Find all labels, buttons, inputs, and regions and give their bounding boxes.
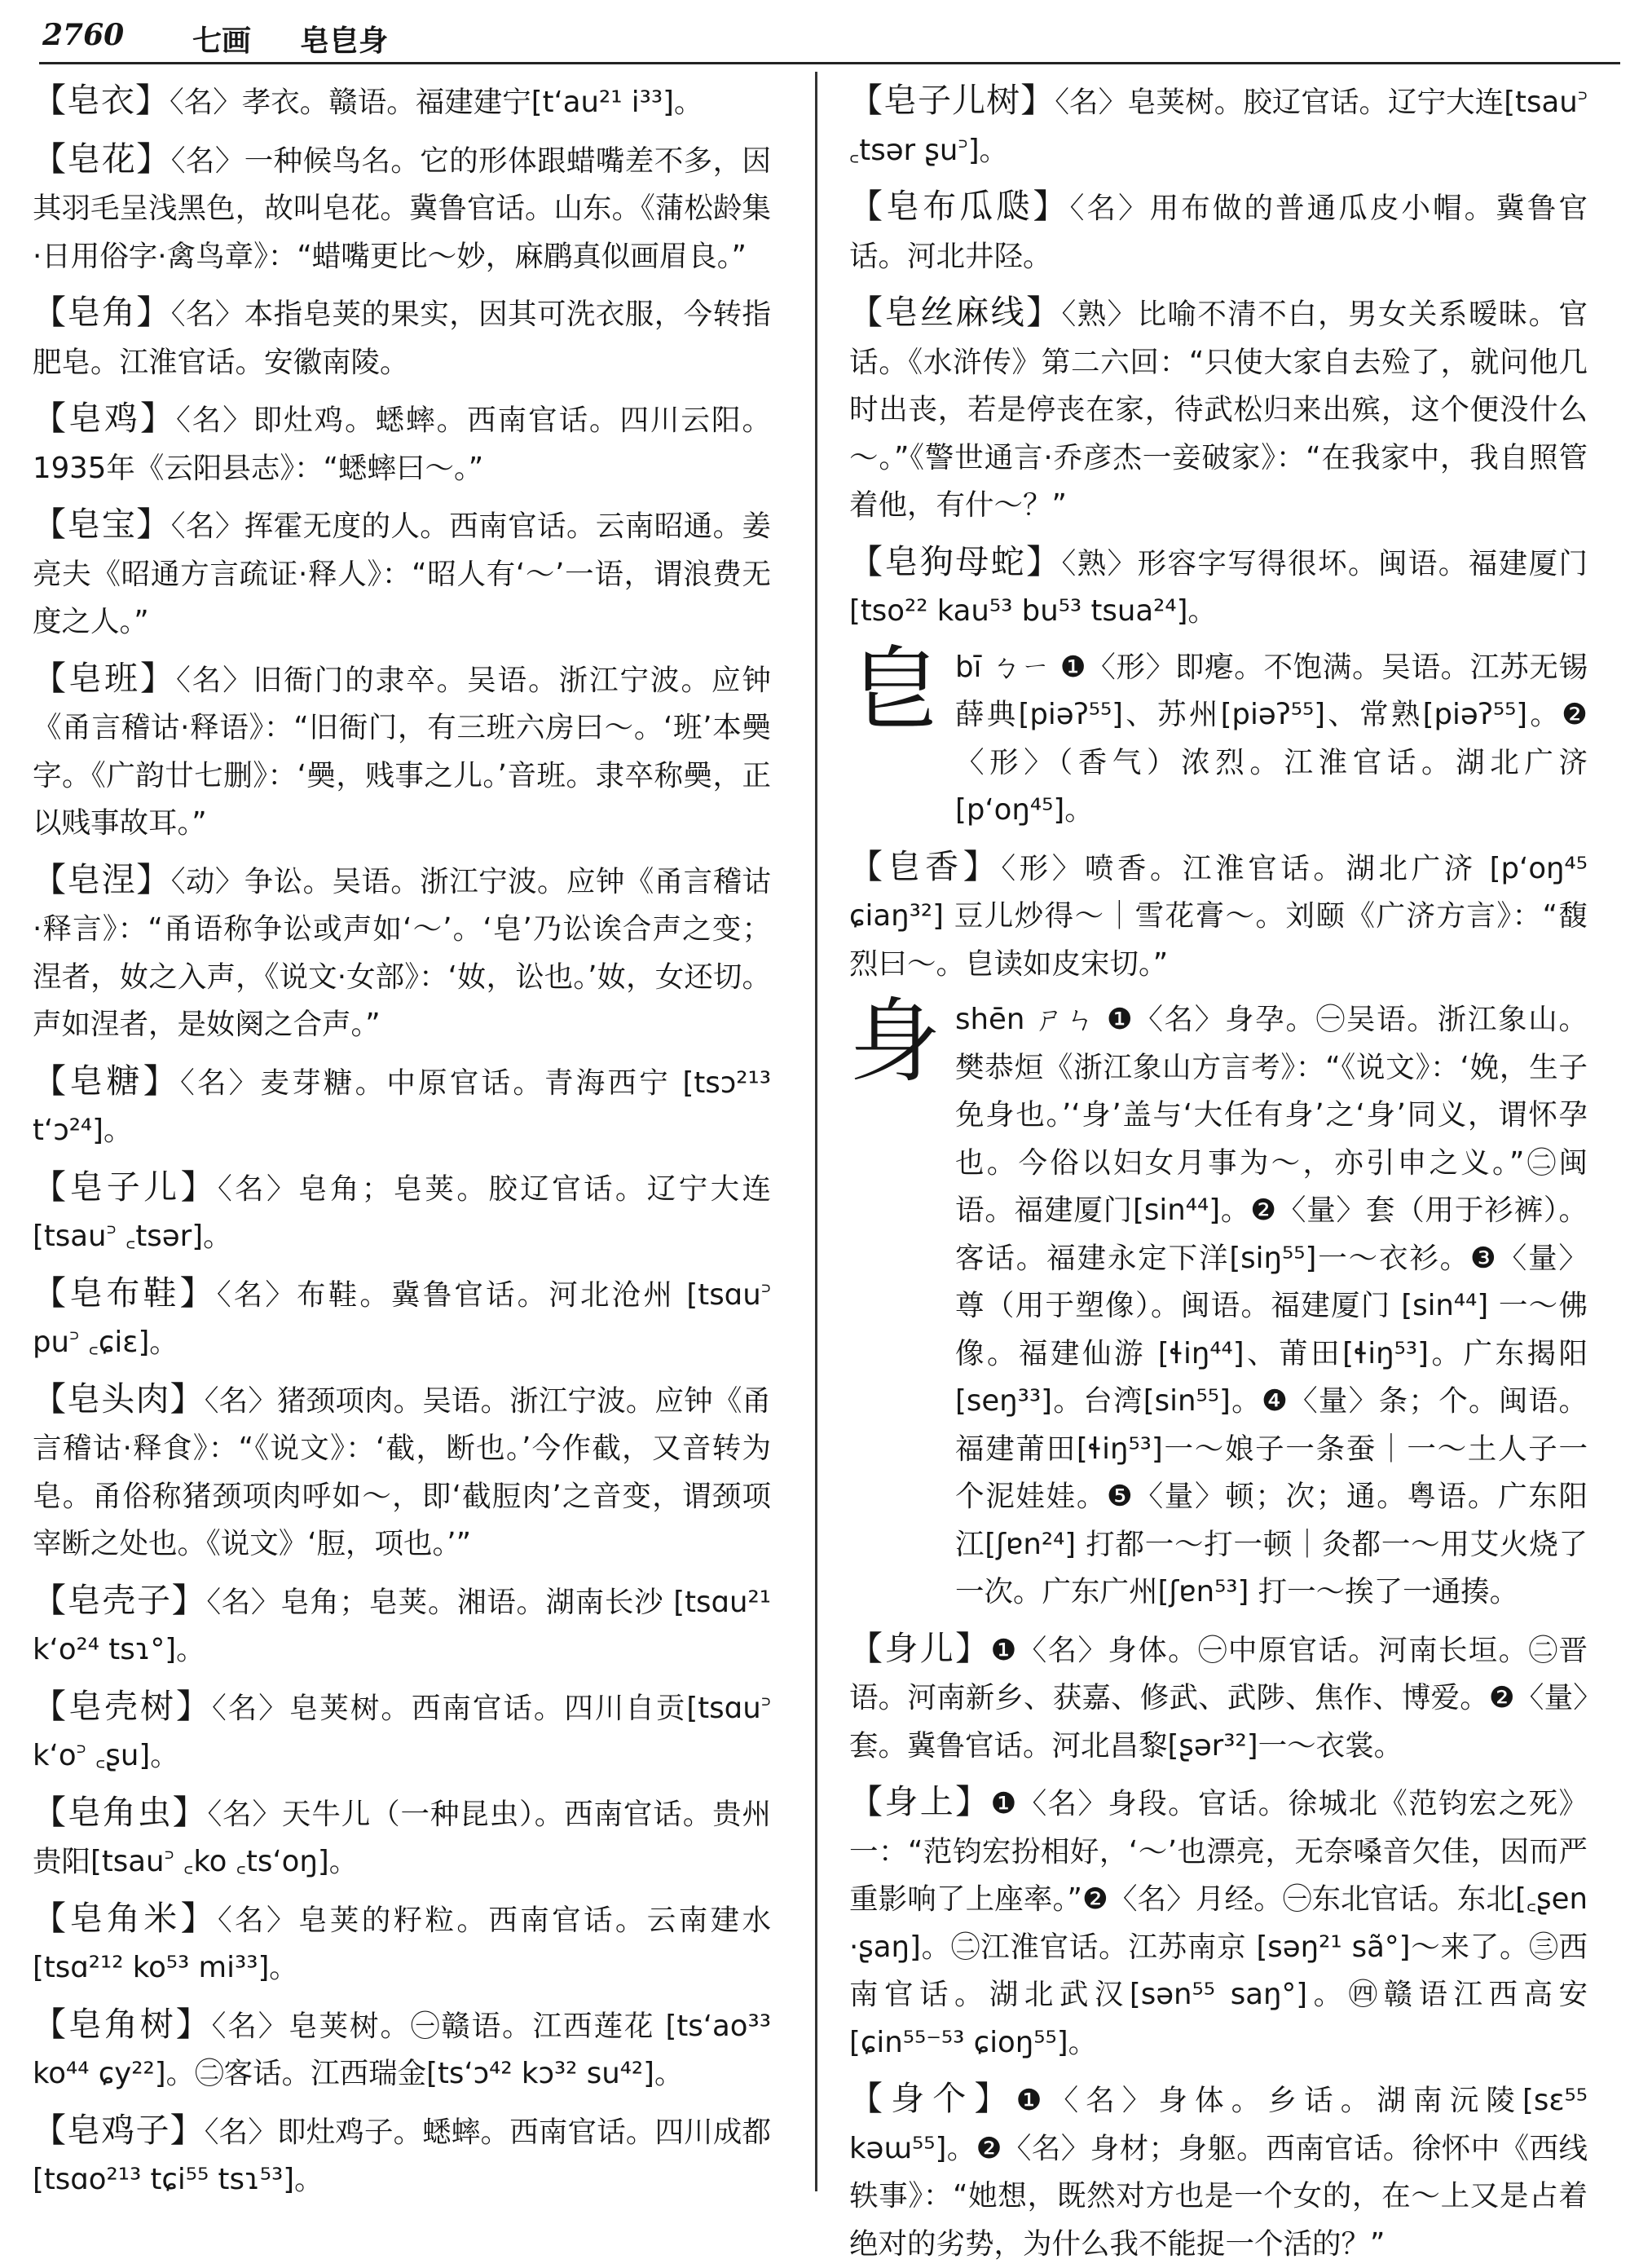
section-label: 七画: [192, 24, 252, 58]
definition: 〈名〉皂角；皂荚。胶辽官话。辽宁大连 [tsau꜄ ꜀tsər]。: [33, 1172, 772, 1253]
definition: 〈名〉皂荚树。㊀赣语。江西莲花 [tsʻao³³ ko⁴⁴ ɕy²²]。㊁客话。江西瑞金[tsʻɔ⁴² kɔ³² su⁴²]。: [33, 2009, 771, 2090]
headword: 【皂头肉】: [33, 1379, 205, 1419]
definition: 〈名〉孝衣。赣语。福建建宁[tʻau²¹ i³³]。: [170, 86, 703, 119]
entry: [33, 856, 771, 1049]
character-definition: [955, 644, 1588, 835]
entry: [33, 1683, 771, 1780]
definition: 〈名〉本指皂荚的果实，因其可洗衣服，今转指肥皂。江淮官话。安徽南陵。: [33, 298, 771, 379]
entry: [849, 538, 1588, 636]
character-entry-bi: [849, 636, 1588, 835]
definition: 〈动〉争讼。吴语。浙江宁波。应钟《甬言稽诂·释言》：“甬语称争讼或声如‘～’。‘皂’乃讼诶合声之变；涅者，奻之入声，《说文·女部》：‘奻，讼也。’奻，女还切。声如涅者，是奻阕之合声。”: [33, 864, 771, 1041]
headword: 【皂糖】: [33, 1061, 180, 1101]
definition: 〈名〉猪颈项肉。吴语。浙江宁波。应钟《甬言稽诂·释食》：“《说文》：‘截，断也。’今作截，又音转为皂。甬俗称猪颈项肉呼如～，即‘截脰肉’之音变，谓颈项宰断之处也。《说文》‘脰，项也。’”: [33, 1383, 771, 1560]
entry: [849, 183, 1588, 280]
headword: 【皂角树】: [33, 2004, 212, 2044]
definition: 〈熟〉比喻不清不白，男女关系暧昧。官话。《水浒传》第二六回：“只使大家自去殓了，就问他几时出丧，若是停丧在家，待武松归来出殡，这个便没什么～。”《警世通言·乔彦杰一妾破家》：“在我家中，我自照管着他，有什～？”: [849, 298, 1588, 522]
column-divider: [815, 72, 817, 2191]
character-definition: [955, 996, 1588, 1617]
headword: 【皂子儿树】: [849, 81, 1055, 120]
entry: [33, 1269, 771, 1367]
entry: [33, 1577, 771, 1675]
headword: 【皂花】: [33, 139, 171, 179]
definition: 〈名〉一种候鸟名。它的形体跟蜡嘴差不多，因其羽毛呈浅黑色，故叫皂花。冀鲁官话。山东。《蒲松龄集·日用俗字·禽鸟章》：“蜡嘴更比～妙，麻鹛真似画眉良。”: [33, 143, 771, 273]
definition: 〈名〉挥霍无度的人。西南官话。云南昭通。姜亮夫《昭通方言疏证·释人》：“昭人有‘～’一语，谓浪费无度之人。”: [33, 510, 771, 638]
definition: ❶〈名〉身孕。㊀吴语。浙江象山。樊恭烜《浙江象山方言考》：“《说文》：‘娩，生子免身也。’‘身’盖与‘大任有身’之‘身’同义，谓怀孕也。今俗以妇女月事为～，亦引申之义。”㊁闽语。福建厦门[sin⁴⁴]。❷〈量〉套（用于衫裤）。客话。福建永定下洋[siŋ⁵⁵]一～衣衫。❸〈量〉尊（用于塑像）。闽语。福建厦门 [sin⁴⁴] 一～佛像。福建仙游 [ɬiŋ⁴⁴]、莆田[ɬiŋ⁵³]。广东揭阳[seŋ³³]。台湾[sin⁵⁵]。❹〈量〉条；个。闽语。福建莆田[ɬiŋ⁵³]一～娘子一条蚕｜一～土人子一个泥娃娃。❺〈量〉顿；次；通。粤语。广东阳江[ʃɐn²⁴] 打都一～打一顿｜灸都一～用艾火烧了一次。广东广州[ʃɐn⁵³] 打一～挨了一通揍。: [955, 1003, 1588, 1608]
entry: [849, 289, 1588, 530]
entry: [33, 501, 771, 646]
definition: 〈名〉皂角；皂荚。湘语。湖南长沙 [tsɑu²¹ kʻo²⁴ tsɿ°]。: [33, 1585, 772, 1666]
page-number: 2760: [42, 18, 125, 52]
definition: ❶〈名〉身体。乡话。湖南沅陵[sɛ⁵⁵ kəɯ⁵⁵]。❷〈名〉身材；身躯。西南官话。徐怀中《西线轶事》：“她想，既然对方也是一个女的，在～上又是占着绝对的劣势，为什么我不能捉一个活的？”: [849, 2084, 1588, 2261]
definition: 〈名〉天牛儿（一种昆虫）。西南官话。贵州贵阳[tsau꜄ ꜀ko ꜀tsʻoŋ]。: [33, 1797, 771, 1878]
running-headwords: 皂皀身: [300, 24, 389, 58]
definition: 〈名〉皂荚树。西南官话。四川自贡[tsɑu꜄ kʻo꜄ ꜀ʂu]。: [33, 1691, 771, 1772]
right-column: [849, 77, 1588, 2261]
headword: 【皂狗母蛇】: [849, 541, 1062, 581]
definition: 〈熟〉形容字写得很坏。闽语。福建厦门 [tso²² kau⁵³ bu⁵³ tsua²⁴]。: [849, 546, 1588, 628]
headword: 【皂角虫】: [33, 1792, 208, 1832]
page-header: [39, 13, 1620, 64]
headword: 【皂涅】: [33, 859, 171, 899]
headword: 【皂宝】: [33, 505, 171, 544]
character-entry-shen: [849, 989, 1588, 1617]
headword: 【身上】: [849, 1782, 991, 1821]
definition: 〈名〉即灶鸡。蟋蟀。西南官话。四川云阳。1935年《云阳县志》：“蟋蟀曰～。”: [33, 404, 772, 485]
headword: 【皂壳子】: [33, 1580, 207, 1620]
headword: 【皂鸡】: [33, 399, 176, 438]
headword: 【皂角】: [33, 293, 171, 332]
definition: 〈名〉皂荚的籽粒。西南官话。云南建水 [tsɑ²¹² ko⁵³ mi³³]。: [33, 1903, 772, 1984]
definition: ❶〈名〉身体。㊀中原官话。河南长垣。㊁晋语。河南新乡、获嘉、修武、武陟、焦作、博爱。❷〈量〉套。冀鲁官话。河北昌黎[ʂər³²]一～衣裳。: [849, 1633, 1588, 1763]
headword: 【皂衣】: [33, 81, 170, 120]
headword: 【皂鸡子】: [33, 2110, 205, 2150]
entry: [849, 1778, 1588, 2067]
entry: [849, 2075, 1588, 2268]
entry: [33, 77, 771, 127]
header-rule: [39, 62, 1620, 64]
entry: [33, 1163, 771, 1261]
headword: 【皂班】: [33, 658, 176, 698]
entry: [33, 1789, 771, 1886]
pinyin: bī ㄅㄧ: [955, 650, 1051, 684]
head-character: 皀: [849, 636, 941, 743]
definition: ❶〈名〉身段。官话。徐城北《范钧宏之死》一：“范钧宏扮相好，‘～’也漂亮，无奈嗓音欠佳，因而严重影响了上座率。”❷〈名〉月经。㊀东北官话。东北[꜀ʂen ·ʂaŋ]。㊁江淮官话。江苏南京 [səŋ²¹ sã°]～来了。㊂西南官话。湖北武汉[sən⁵⁵ saŋ°]。㊃赣语江西高安[ɕin⁵⁵⁻⁵³ ɕioŋ⁵⁵]。: [849, 1787, 1588, 2059]
left-column: [33, 77, 772, 2196]
entry: [33, 1375, 771, 1569]
entry: [33, 395, 771, 492]
definition: ❶〈形〉即瘪。不饱满。吴语。江苏无锡薛典[piəʔ⁵⁵]、苏州[piəʔ⁵⁵]、常熟[piəʔ⁵⁵]。❷〈形〉（香气）浓烈。江淮官话。湖北广济 [pʻoŋ⁴⁵]。: [955, 650, 1588, 827]
entry: [33, 289, 771, 386]
entry: [33, 1057, 771, 1155]
definition: 〈名〉即灶鸡子。蟋蟀。西南官话。四川成都[tsɑo²¹³ tɕi⁵⁵ tsɿ⁵³]。: [33, 2115, 771, 2196]
headword: 【皂布鞋】: [33, 1273, 217, 1313]
definition: 〈名〉麦芽糖。中原官话。青海西宁 [tsɔ²¹³ tʻɔ²⁴]。: [33, 1066, 771, 1147]
entry: [33, 2107, 771, 2204]
entry: [33, 655, 771, 848]
definition: 〈名〉布鞋。冀鲁官话。河北沧州 [tsɑu꜄ pu꜄ ꜀ɕiɛ]。: [33, 1277, 772, 1359]
definition: 〈名〉旧衙门的隶卒。吴语。浙江宁波。应钟《甬言稽诂·释语》：“旧衙门，有三班六房曰～。‘班’本奰字。《广韵廿七删》：‘奰，贱事之儿。’音班。隶卒称奰，正以贱事故耳。”: [33, 663, 772, 840]
headword: 【皂丝麻线】: [849, 293, 1062, 332]
definition: 〈形〉喷香。江淮官话。湖北广济 [pʻoŋ⁴⁵ ɕiaŋ³²] 豆儿炒得～｜雪花膏～。刘颐《广济方言》：“馥烈曰～。皀读如皮宋切。”: [849, 851, 1588, 981]
headword: 【身儿】: [849, 1628, 991, 1668]
entry: [33, 2001, 771, 2098]
pinyin: shēn ㄕㄣ: [955, 1003, 1096, 1036]
headword: 【皂壳树】: [33, 1686, 213, 1726]
headword: 【皂布瓜瓞】: [849, 187, 1070, 226]
definition: 〈名〉皂荚树。胶辽官话。辽宁大连[tsau꜄ ꜀tsər ʂu꜄]。: [849, 86, 1588, 167]
headword: 【皀香】: [849, 846, 1002, 886]
definition: 〈名〉用布做的普通瓜皮小帽。冀鲁官话。河北井陉。: [849, 192, 1588, 273]
entry: [849, 843, 1588, 989]
headword: 【皂子儿】: [33, 1167, 218, 1207]
headword: 【皂角米】: [33, 1898, 218, 1938]
entry: [33, 1895, 771, 1992]
entry: [849, 77, 1588, 174]
entry: [33, 135, 771, 281]
head-character: 身: [849, 989, 941, 1095]
entry: [849, 1625, 1588, 1771]
headword: 【身个】: [849, 2079, 1016, 2118]
